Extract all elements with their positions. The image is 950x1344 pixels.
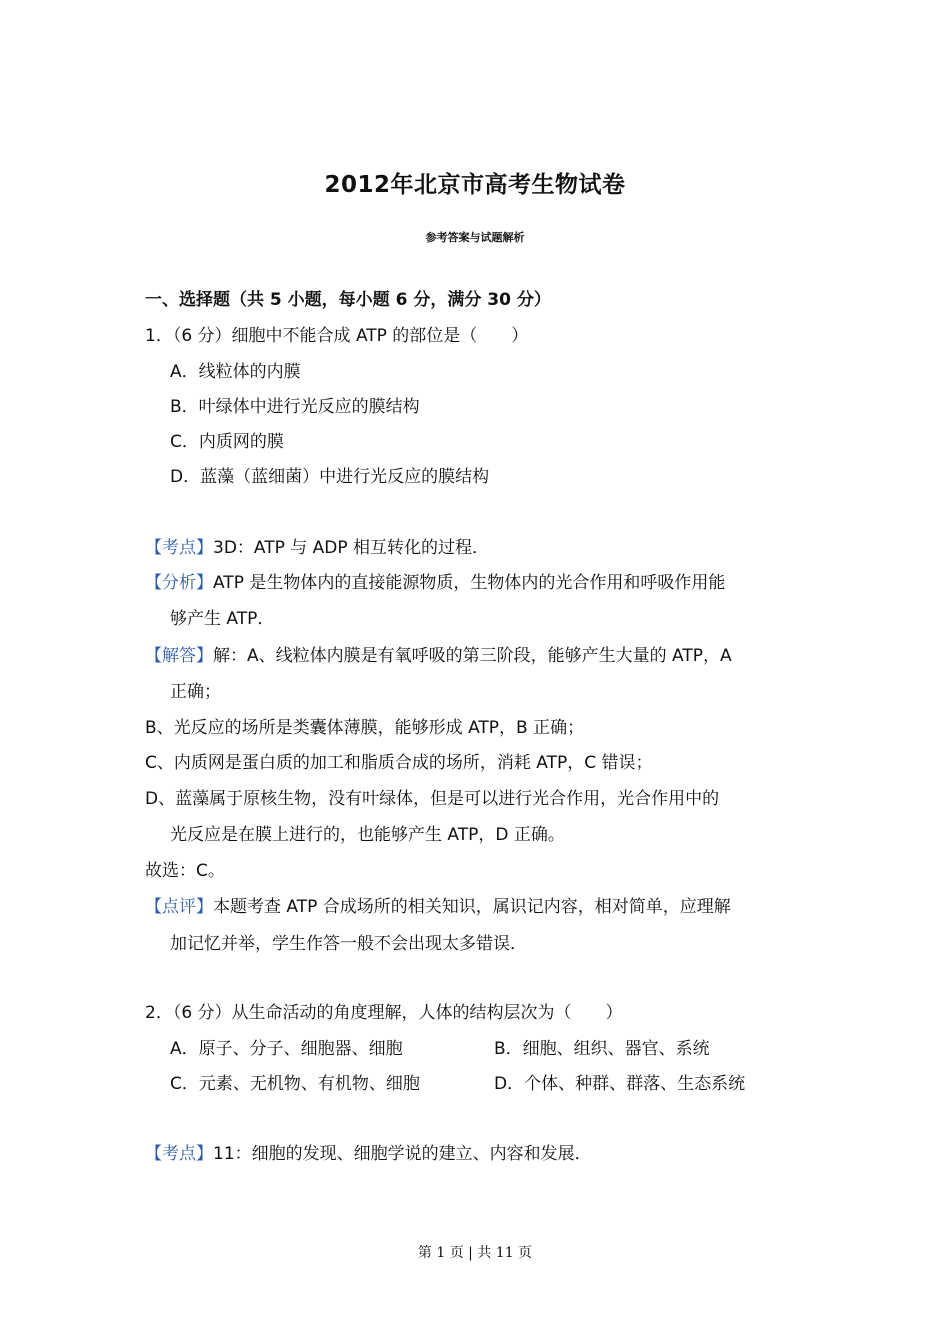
question-2-stem: 2．（6 分）从生命活动的角度理解，人体的结构层次为（ ） [145,1003,623,1023]
question-2-option-b: B．细胞、组织、器官、系统 [494,1039,710,1059]
question-1-option-b: B．叶绿体中进行光反应的膜结构 [170,397,420,417]
question-1-option-d: D．蓝藻（蓝细菌）中进行光反应的膜结构 [170,467,490,487]
kaodian-text: 3D：ATP 与 ADP 相互转化的过程． [213,538,490,558]
question-1-dianping-cont: 加记忆并举，学生作答一般不会出现太多错误． [170,934,527,954]
question-1-dianping [145,895,731,919]
kaodian-tag: 【考点】 [145,538,213,558]
question-2-kaodian [145,1142,592,1166]
question-1-option-c: C．内质网的膜 [170,432,284,452]
dianping-tag: 【点评】 [145,897,213,917]
question-1-answer: 故选：C。 [145,861,225,881]
question-1-jieda-cont: 正确； [170,682,221,702]
jieda-text: 解：A、线粒体内膜是有氧呼吸的第三阶段，能够产生大量的 ATP，A [213,646,732,666]
jieda-tag: 【解答】 [145,646,213,666]
question-1-stem: 1．（6 分）细胞中不能合成 ATP 的部位是（ ） [145,326,529,346]
fenxi-text: ATP 是生物体内的直接能源物质，生物体内的光合作用和呼吸作用能 [213,573,726,593]
page-title: 2012年北京市高考生物试卷 [324,172,626,198]
kaodian-tag: 【考点】 [145,1144,213,1164]
kaodian-text: 11：细胞的发现、细胞学说的建立、内容和发展． [213,1144,592,1164]
question-2-option-d: D．个体、种群、群落、生态系统 [494,1074,746,1094]
page-subtitle: 参考答案与试题解析 [425,231,525,244]
question-1-fenxi-cont: 够产生 ATP． [170,609,275,629]
question-2-option-c: C．元素、无机物、有机物、细胞 [170,1074,420,1094]
section-heading: 一、选择题（共 5 小题，每小题 6 分，满分 30 分） [145,290,551,310]
question-1-jieda [145,644,732,668]
question-1-fenxi [145,571,725,595]
question-1-jieda-c: C、内质网是蛋白质的加工和脂质合成的场所，消耗 ATP，C 错误； [145,753,653,773]
question-1-jieda-b: B、光反应的场所是类囊体薄膜，能够形成 ATP，B 正确； [145,718,585,738]
question-2-option-a: A．原子、分子、细胞器、细胞 [170,1039,403,1059]
question-1-option-a: A．线粒体的内膜 [170,362,301,382]
fenxi-tag: 【分析】 [145,573,213,593]
question-1-kaodian [145,536,489,560]
page-footer: 第 1 页 | 共 11 页 [417,1245,533,1261]
dianping-text: 本题考查 ATP 合成场所的相关知识，属识记内容，相对简单，应理解 [213,897,731,917]
question-1-jieda-d: D、蓝藻属于原核生物，没有叶绿体，但是可以进行光合作用，光合作用中的 [145,789,720,809]
question-1-jieda-d-cont: 光反应是在膜上进行的，也能够产生 ATP，D 正确。 [170,825,565,845]
